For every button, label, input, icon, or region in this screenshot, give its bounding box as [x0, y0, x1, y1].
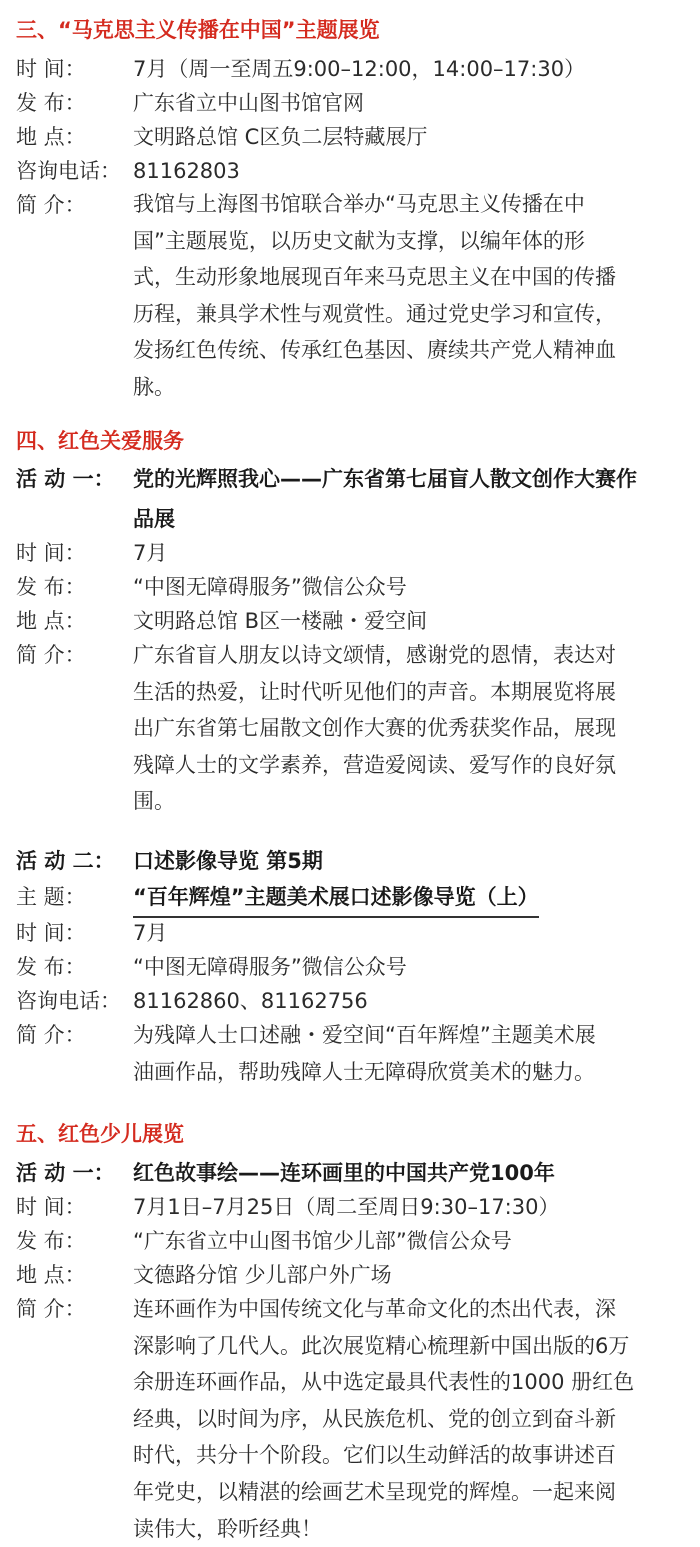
- s5a1-intro-line: 时代，共分十个阶段。它们以生动鲜活的故事讲述百: [133, 1443, 616, 1468]
- section-heading-5: 五、红色少儿展览: [16, 1122, 184, 1146]
- s4a1-place-label: 地 点：: [16, 609, 86, 633]
- s3-phone-value: 81162803: [133, 159, 240, 183]
- s5-activity1-title: 红色故事绘——连环画里的中国共产党100年: [133, 1161, 555, 1185]
- s5a1-publish-label: 发 布：: [16, 1229, 86, 1253]
- s3-intro-text: [133, 186, 688, 406]
- s3-place-label: 地 点：: [16, 125, 86, 149]
- s4a2-intro-text: [133, 1017, 688, 1090]
- s5a1-publish-value: “广东省立中山图书馆少儿部”微信公众号: [133, 1229, 512, 1253]
- s4a2-theme-label: 主 题：: [16, 885, 86, 909]
- s4a2-time-label: 时 间：: [16, 921, 86, 945]
- s5a1-place-value: 文德路分馆 少儿部户外广场: [133, 1263, 392, 1287]
- s4a2-phone-label: 咨询电话：: [16, 989, 121, 1013]
- s4a1-intro-text: [133, 637, 688, 820]
- s4-activity1-title-line: 品展: [133, 507, 175, 531]
- s5a1-intro-line: 余册连环画作品，从中选定最具代表性的1000 册红色: [133, 1370, 635, 1395]
- s4a1-intro-line: 出广东省第七届散文创作大赛的优秀获奖作品，展现: [133, 716, 616, 741]
- s4a2-phone-value: 81162860、81162756: [133, 989, 368, 1013]
- s4a2-theme-value: “百年辉煌”主题美术展口述影像导览（上）: [133, 880, 539, 918]
- s4-activity1-label: 活 动 一：: [16, 467, 115, 491]
- s4a1-intro-label: 简 介：: [16, 643, 86, 667]
- s4a2-time-value: 7月: [133, 921, 168, 945]
- s3-intro-line: 式，生动形象地展现百年来马克思主义在中国的传播: [133, 265, 616, 290]
- s4a1-intro-line: 残障人士的文学素养，营造爱阅读、爱写作的良好氛: [133, 752, 616, 777]
- section-heading-3: 三、“马克思主义传播在中国”主题展览: [16, 18, 380, 42]
- s5a1-place-label: 地 点：: [16, 1263, 86, 1287]
- s5a1-time-label: 时 间：: [16, 1195, 86, 1219]
- s4a1-place-value: 文明路总馆 B区一楼融・爱空间: [133, 609, 428, 633]
- s5a1-intro-text: [133, 1291, 688, 1547]
- s5a1-intro-line: 经典，以时间为序，从民族危机、党的创立到奋斗新: [133, 1406, 616, 1431]
- s5a1-intro-line: 年党史，以精湛的绘画艺术呈现党的辉煌。一起来阅: [133, 1479, 616, 1504]
- s5a1-time-value: 7月1日–7月25日（周二至周日9:30–17:30）: [133, 1195, 560, 1219]
- s3-intro-line: 国”主题展览，以历史文献为支撑，以编年体的形: [133, 228, 585, 253]
- s4a1-intro-line: 生活的热爱，让时代听见他们的声音。本期展览将展: [133, 679, 616, 704]
- s4-activity1-title-line: 党的光辉照我心——广东省第七届盲人散文创作大赛作: [133, 467, 637, 491]
- s5a1-intro-line: 深影响了几代人。此次展览精心梳理新中国出版的6万: [133, 1333, 630, 1358]
- s4a2-intro-label: 简 介：: [16, 1023, 86, 1047]
- s4-activity2-title: 口述影像导览 第5期: [133, 849, 323, 873]
- s4a2-publish-label: 发 布：: [16, 955, 86, 979]
- s4a1-time-label: 时 间：: [16, 541, 86, 565]
- s4a1-time-value: 7月: [133, 541, 168, 565]
- s4a1-publish-value: “中图无障碍服务”微信公众号: [133, 575, 407, 599]
- s5a1-intro-label: 简 介：: [16, 1297, 86, 1321]
- s3-intro-line: 发扬红色传统、传承红色基因、赓续共产党人精神血: [133, 338, 616, 363]
- s3-phone-label: 咨询电话：: [16, 159, 121, 183]
- s4a1-publish-label: 发 布：: [16, 575, 86, 599]
- s3-intro-line: 我馆与上海图书馆联合举办“马克思主义传播在中: [133, 192, 585, 216]
- s4a2-intro-line: 为残障人士口述融・爱空间“百年辉煌”主题美术展: [133, 1023, 596, 1047]
- s3-intro-line: 脉。: [133, 374, 175, 399]
- s4-activity2-label: 活 动 二：: [16, 849, 115, 873]
- s3-time-label: 时 间：: [16, 57, 86, 81]
- s5a1-intro-line: 连环画作为中国传统文化与革命文化的杰出代表，深: [133, 1297, 616, 1321]
- s4a2-publish-value: “中图无障碍服务”微信公众号: [133, 955, 407, 979]
- s4a1-intro-line: 广东省盲人朋友以诗文颂情，感谢党的恩情，表达对: [133, 643, 616, 667]
- s3-publish-value: 广东省立中山图书馆官网: [133, 91, 364, 115]
- s3-intro-line: 历程，兼具学术性与观赏性。通过党史学习和宣传，: [133, 301, 616, 326]
- s3-time-value: 7月（周一至周五9:00–12:00，14:00–17:30）: [133, 57, 586, 81]
- s5-activity1-label: 活 动 一：: [16, 1161, 115, 1185]
- section-heading-4: 四、红色关爱服务: [16, 429, 184, 453]
- s5a1-intro-line: 读伟大，聆听经典！: [133, 1516, 322, 1541]
- s3-publish-label: 发 布：: [16, 91, 86, 115]
- s4a2-intro-line: 油画作品，帮助残障人士无障碍欣赏美术的魅力。: [133, 1059, 595, 1084]
- s4a1-intro-line: 围。: [133, 789, 175, 814]
- s3-place-value: 文明路总馆 C区负二层特藏展厅: [133, 125, 428, 149]
- s3-intro-label: 简 介：: [16, 193, 86, 217]
